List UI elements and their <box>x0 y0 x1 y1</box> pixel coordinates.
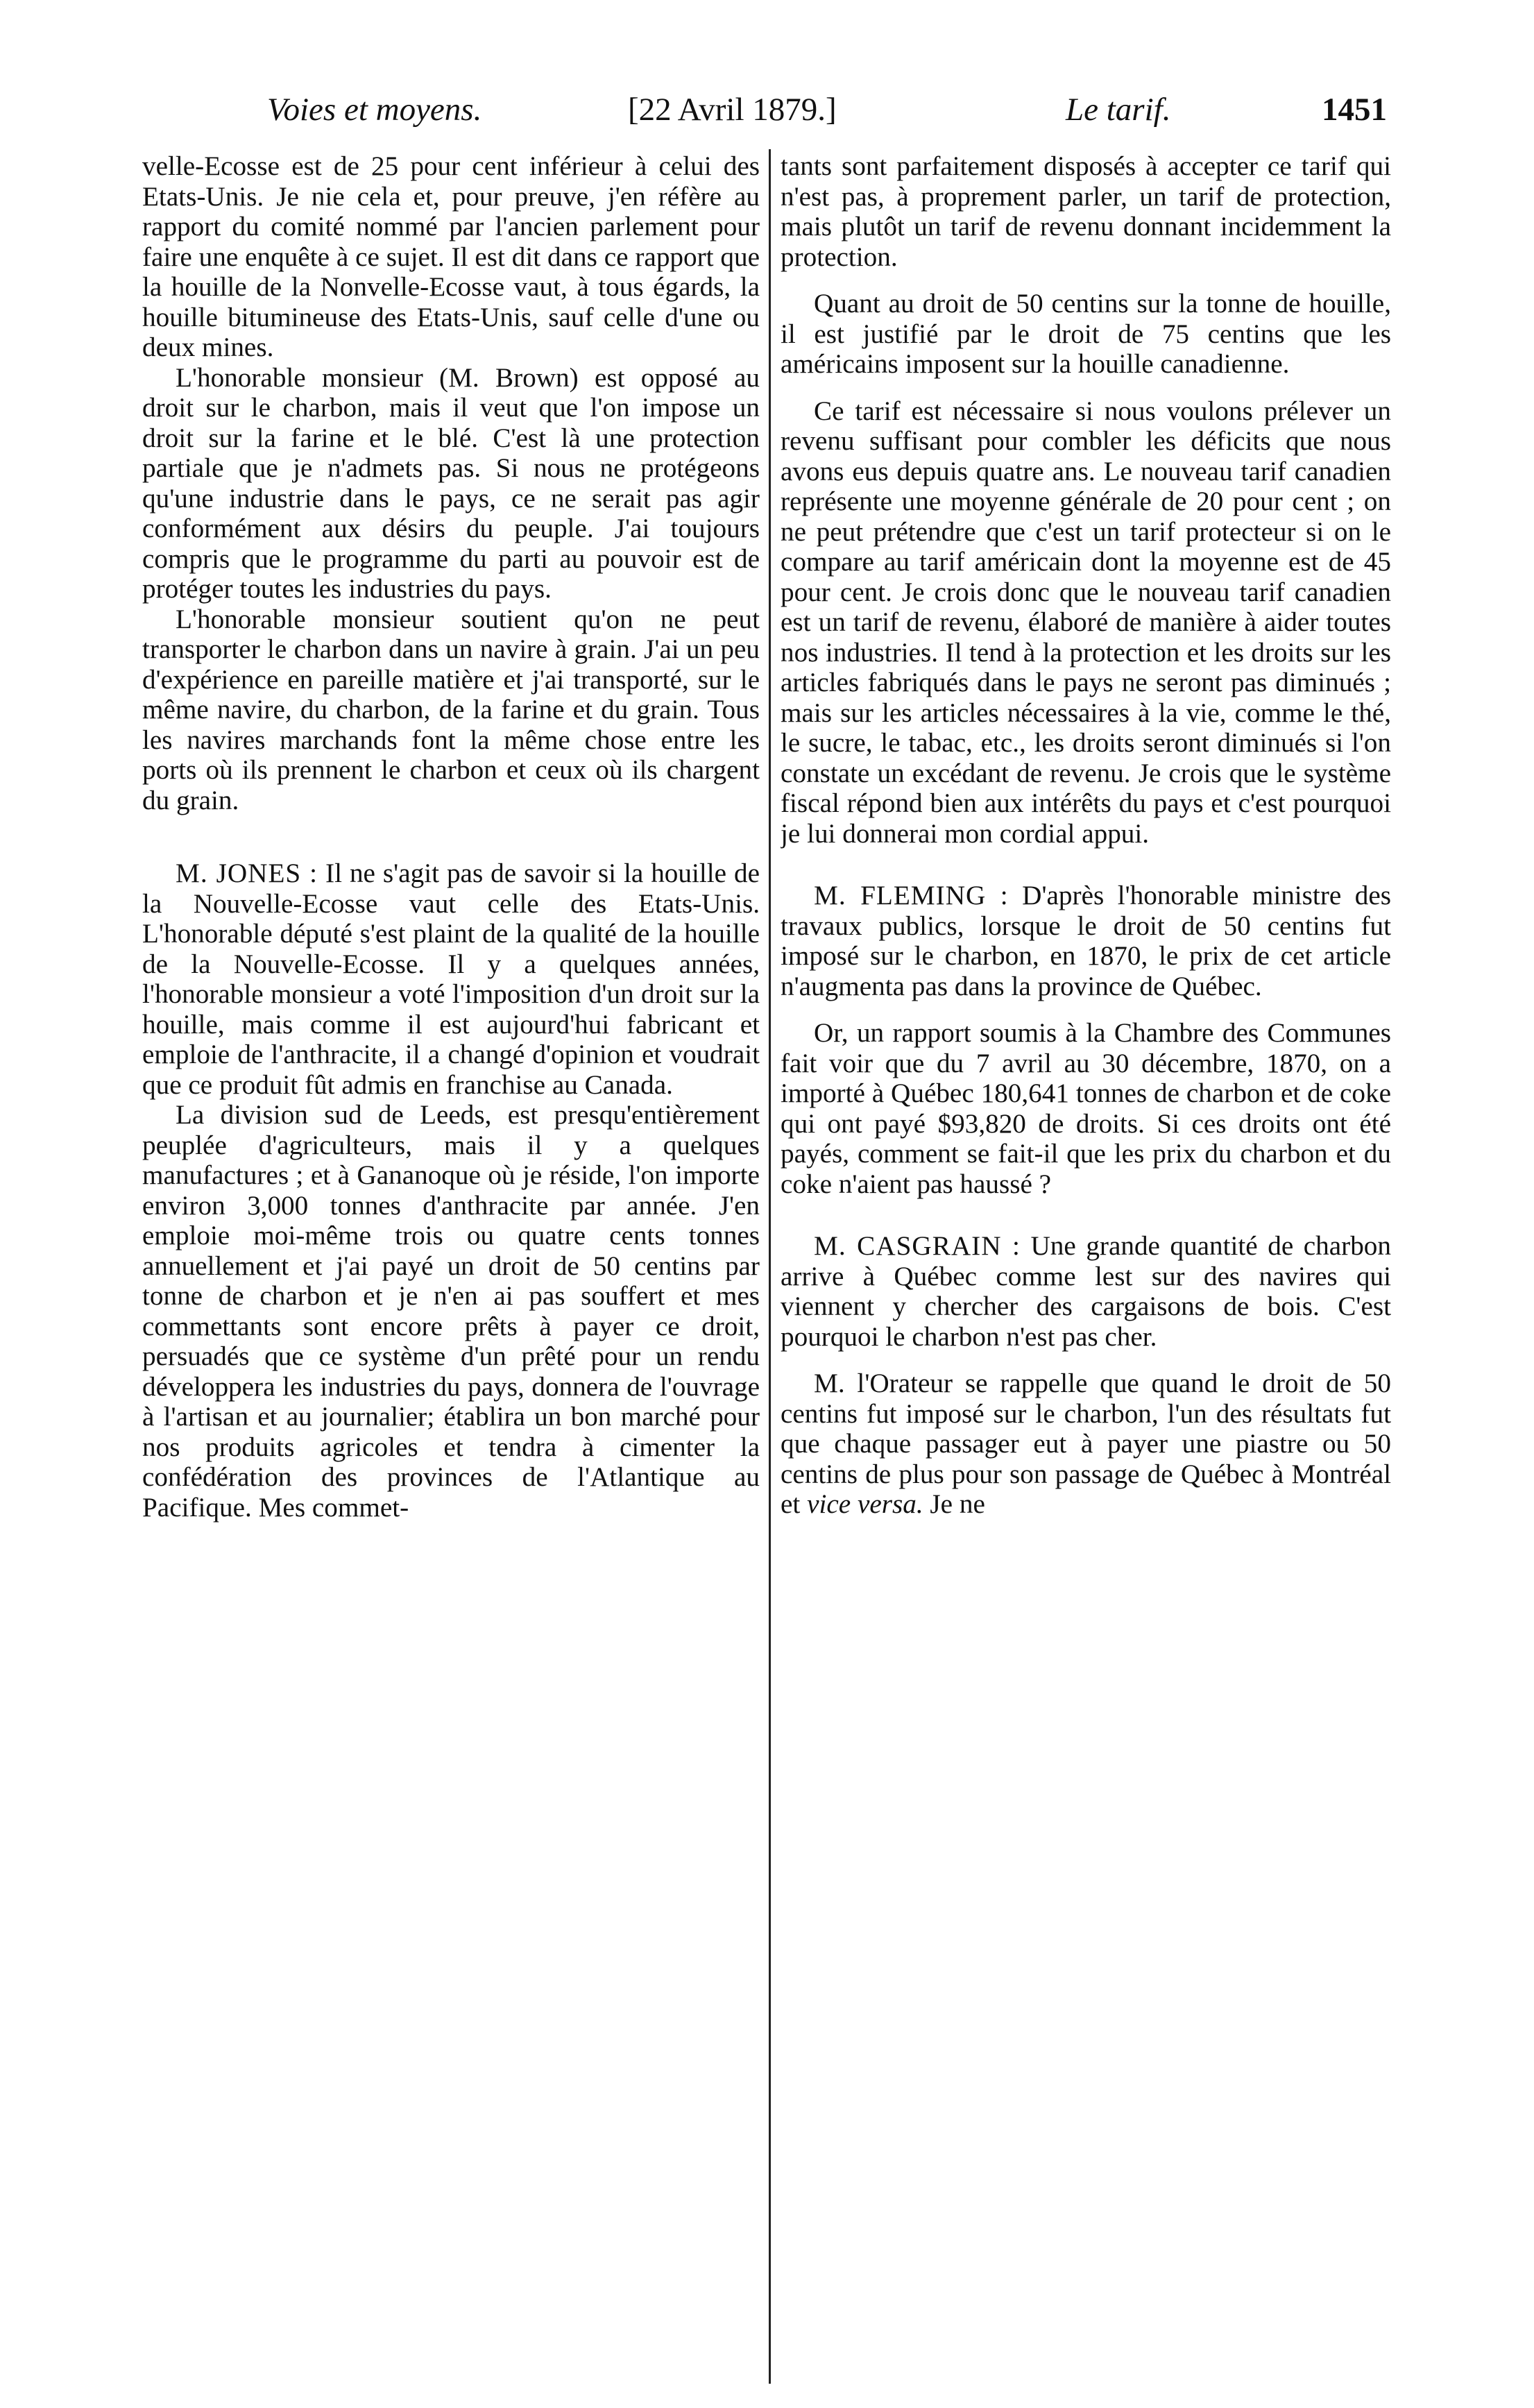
page-number: 1451 <box>1322 92 1387 128</box>
speech-paragraph <box>142 858 760 1100</box>
text-run: Je ne <box>930 1489 985 1519</box>
speech-text: D'après l'honorable ministre des travaux publics, lorsque le droit de 50 centins fut imposé sur le charbon, en 1870, le prix de cet article n'augmenta pas dans la province de Québec. <box>781 881 1391 1001</box>
running-header <box>0 89 1534 144</box>
speech-paragraph <box>781 1231 1391 1352</box>
speaker-name: M. FLEMING : <box>814 881 1009 910</box>
speaker-name: M. CASGRAIN : <box>814 1231 1021 1261</box>
header-date: [22 Avril 1879.] <box>628 92 837 128</box>
header-topic: Le tarif. <box>1066 92 1171 128</box>
right-column <box>781 151 1391 2372</box>
speech-text: Une grande quantité de charbon arrive à Québec comme lest sur des navires qui viennent y chercher des cargaisons de bois. C'est pourquoi le charbon n'est pas cher. <box>781 1231 1391 1352</box>
paragraph: L'honorable monsieur soutient qu'on ne peut transporter le charbon dans un navire à grain. J'ai un peu d'expérience en pareille matière et j'ai transporté, sur le même navire, du charbon, de la farine et du grain. Tous les navires marchands font la même chose entre les ports où ils prennent le charbon et ceux où ils chargent du grain. <box>142 604 760 815</box>
text-run: M. l'Orateur se rappelle que quand le droit de 50 centins fut imposé sur le charbon, l'un des résultats fut que chaque passager eut à payer une piastre ou 50 centins de plus pour son passage de Québec à Montréal et <box>781 1368 1391 1519</box>
paragraph: La division sud de Leeds, est presqu'entièrement peuplée d'agriculteurs, mais il y a quelques manufactures ; et à Gananoque où je réside, l'on importe environ 3,000 tonnes d'anthracite par année. J'en emploie moi-même trois ou quatre cents tonnes annuellement et j'ai payé un droit de 50 centins par tonne de charbon et je n'en ai pas souffert et mes commettants sont encore prêts à payer ce droit, persuadés que ce système d'un prêté pour un rendu développera les industries du pays, donnera de l'ouvrage à l'artisan et au journalier; établira un bon marché pour nos produits agricoles et tendra à cimenter la confédération des provinces de l'Atlantique au Pacifique. Mes commet- <box>142 1100 760 1523</box>
column-divider <box>769 149 771 2384</box>
paragraph: L'honorable monsieur (M. Brown) est opposé au droit sur le charbon, mais il veut que l'on impose un droit sur la farine et le blé. C'est là une protection partiale que je n'admets pas. Si nous ne protégeons qu'une industrie dans le pays, ce ne serait pas agir conformément aux désirs du peuple. J'ai toujours compris que le programme du parti au pouvoir est de protéger toutes les industries du pays. <box>142 362 760 604</box>
speaker-name: M. JONES : <box>176 858 318 888</box>
header-section-title: Voies et moyens. <box>267 92 482 128</box>
paragraph: Quant au droit de 50 centins sur la tonne de houille, il est justifié par le droit de 75 centins que les américains imposent sur la houille canadienne. <box>781 289 1391 379</box>
paragraph: Ce tarif est nécessaire si nous voulons prélever un revenu suffisant pour combler les déficits que nous avons eus depuis quatre ans. Le nouveau tarif canadien représente une moyenne générale de 20 pour cent ; on ne peut prétendre que c'est un tarif protecteur si on le compare au tarif américain dont la moyenne est de 45 pour cent. Je crois donc que le nouveau tarif canadien est un tarif de revenu, élaboré de manière à aider toutes nos industries. Il tend à la protection et les droits sur les articles fabriqués dans le pays ne seront pas diminués ; mais sur les articles nécessaires à la vie, comme le thé, le sucre, le tabac, etc., les droits seront diminués si l'on constate un excédant de revenu. Je crois que le système fiscal répond bien aux intérêts du pays et c'est pourquoi je lui donnerai mon cordial appui. <box>781 396 1391 849</box>
speech-paragraph <box>781 881 1391 1001</box>
paragraph: Or, un rapport soumis à la Chambre des Communes fait voir que du 7 avril au 30 décembre, 1870, on a importé à Québec 180,641 tonnes de charbon et de coke qui ont payé $93,820 de droits. Si ces droits ont été payés, comment se fait-il que les prix du charbon et du coke n'aient pas haussé ? <box>781 1018 1391 1199</box>
italic-text: vice versa. <box>807 1489 923 1519</box>
paragraph: tants sont parfaitement disposés à accepter ce tarif qui n'est pas, à proprement parler, un tarif de protection, mais plutôt un tarif de revenu donnant incidemment la protection. <box>781 151 1391 272</box>
left-column <box>142 151 760 2372</box>
speech-text: Il ne s'agit pas de savoir si la houille de la Nouvelle-Ecosse vaut celle des Etats-Unis. L'honorable député s'est plaint de la qualité de la houille de la Nouvelle-Ecosse. Il y a quelques années, l'honorable monsieur a voté l'imposition d'un droit sur la houille, mais comme il est aujourd'hui fabricant et emploie de l'anthracite, il a changé d'opinion et voudrait que ce produit fût admis en franchise au Canada. <box>142 858 760 1100</box>
paragraph: velle-Ecosse est de 25 pour cent inférieur à celui des Etats-Unis. Je nie cela et, pour preuve, j'en réfère au rapport du comité nommé par l'ancien parlement pour faire une enquête à ce sujet. Il est dit dans ce rapport que la houille de la Nonvelle-Ecosse vaut, à tous égards, la houille bitumineuse des Etats-Unis, sauf celle d'une ou deux mines. <box>142 151 760 362</box>
paragraph <box>781 1368 1391 1520</box>
